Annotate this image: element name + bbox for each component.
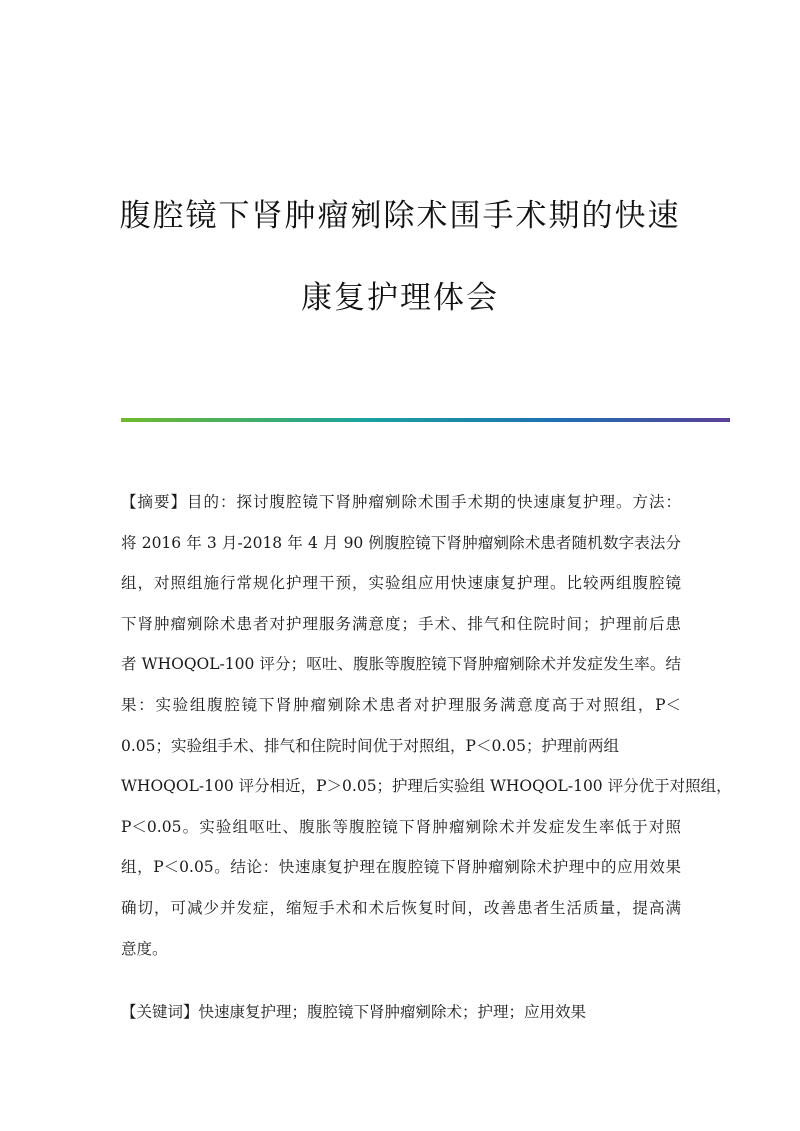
title-divider: [121, 418, 730, 422]
abstract-line: 果：实验组腹腔镜下肾肿瘤剜除术患者对护理服务满意度高于对照组，P＜: [121, 695, 681, 714]
keywords-line: 【关键词】快速康复护理；腹腔镜下肾肿瘤剜除术；护理；应用效果: [121, 1003, 587, 1021]
abstract-line: 下肾肿瘤剜除术患者对护理服务满意度；手术、排气和住院时间；护理前后患: [121, 614, 681, 633]
document-title-line-2: 康复护理体会: [301, 280, 499, 316]
abstract-line: 意度。: [121, 939, 168, 958]
abstract-line: 组，对照组施行常规化护理干预，实验组应用快速康复护理。比较两组腹腔镜: [121, 574, 681, 593]
abstract-line: WHOQOL-100 评分相近，P＞0.05；护理后实验组 WHOQOL-100 评分优于对照组，: [121, 777, 732, 796]
abstract-line: 组，P＜0.05。结论：快速康复护理在腹腔镜下肾肿瘤剜除术护理中的应用效果: [121, 858, 681, 877]
abstract-line: 确切，可减少并发症，缩短手术和术后恢复时间，改善患者生活质量，提高满: [121, 898, 681, 917]
divider-bar: [121, 418, 730, 422]
abstract-line: P＜0.05。实验组呕吐、腹胀等腹腔镜下肾肿瘤剜除术并发症发生率低于对照: [121, 817, 681, 836]
abstract-line: 0.05；实验组手术、排气和住院时间优于对照组，P＜0.05；护理前两组: [121, 736, 619, 755]
abstract-line: 【摘要】目的：探讨腹腔镜下肾肿瘤剜除术围手术期的快速康复护理。方法：: [121, 493, 681, 511]
abstract-line: 者 WHOQOL-100 评分；呕吐、腹胀等腹腔镜下肾肿瘤剜除术并发症发生率。结: [121, 655, 681, 674]
abstract-block: [121, 490, 732, 977]
abstract-line: 将 2016 年 3 月-2018 年 4 月 90 例腹腔镜下肾肿瘤剜除术患者随机数字表法分: [121, 533, 681, 552]
document-title-line-1: 腹腔镜下肾肿瘤剜除术围手术期的快速: [119, 198, 681, 234]
